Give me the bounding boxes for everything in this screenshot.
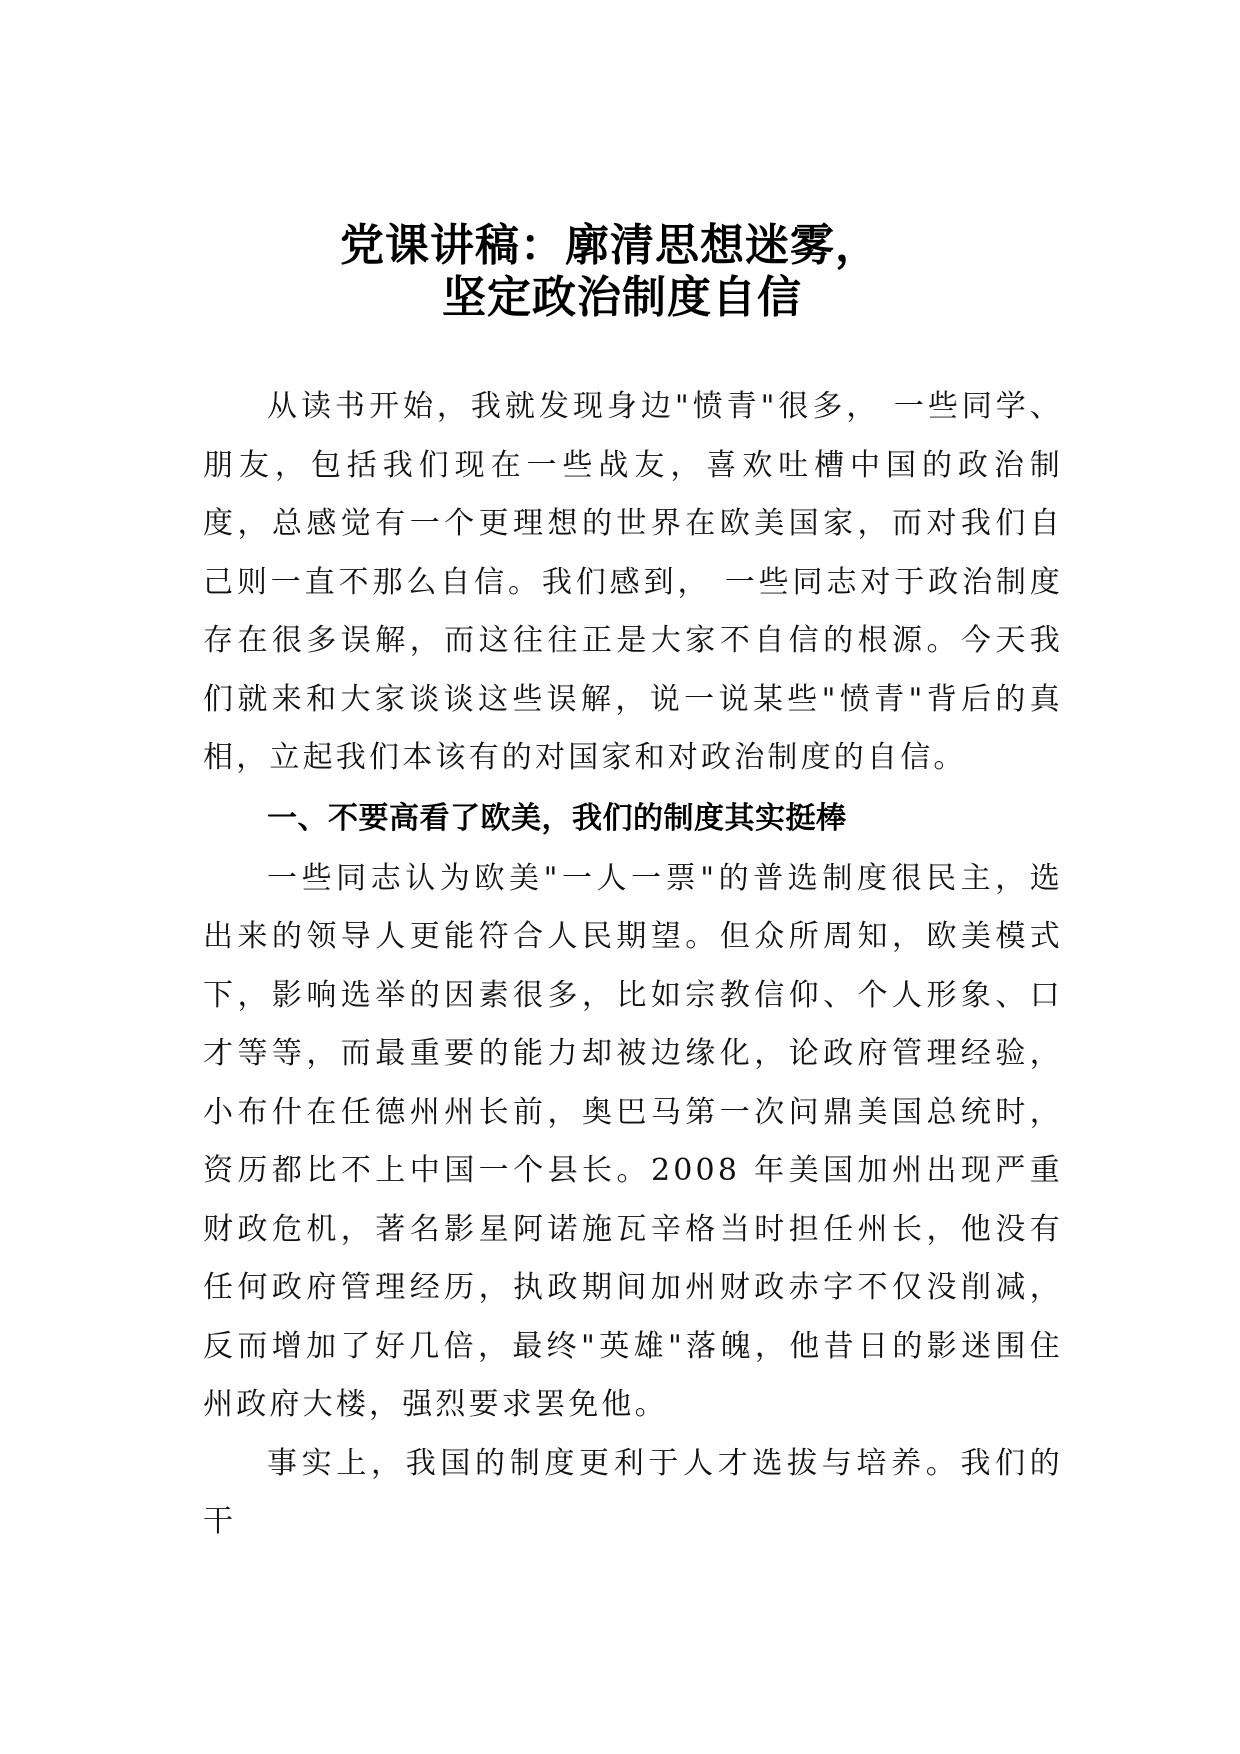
document-title-line-1: 党课讲稿：廓清思想迷雾， (340, 220, 880, 271)
section-1-paragraph-1: 一些同志认为欧美"一人一票"的普选制度很民主，选出来的领导人更能符合人民期望。但众所周知，欧美模式下，影响选举的因素很多，比如宗教信仰、个人形象、口才等等，而最重要的能力却被边缘化，论政府管理经验，小布什在任德州州长前，奥巴马第一次问鼎美国总统时，资历都比不上中国一个县长。2008 年美国加州出现严重财政危机，著名影星阿诺施瓦辛格当时担任州长，他没有任何政府管理经历，执政期间加州财政赤字不仅没削减，反而增加了好几倍，最终"英雄"落魄，他昔日的影迷围住州政府大楼，强烈要求罢免他。 (203, 860, 1063, 1422)
document-body (203, 378, 1063, 1552)
section-1-paragraph-2: 事实上，我国的制度更利于人才选拔与培养。我们的干 (203, 1445, 1063, 1539)
document-title-line-2: 坚定政治制度自信 (442, 272, 802, 323)
section-1-heading: 一、不要高看了欧美，我们的制度其实挺棒 (267, 800, 847, 836)
intro-paragraph: 从读书开始，我就发现身边"愤青"很多， 一些同学、朋友，包括我们现在一些战友，喜欢吐槽中国的政治制度，总感觉有一个更理想的世界在欧美国家，而对我们自己则一直不那么自信。我们感到， 一些同志对于政治制度存在很多误解，而这往往正是大家不自信的根源。今天我们就来和大家谈谈这些误解，说一说某些"愤青"背后的真相，立起我们本该有的对国家和对政治制度的自信。 (203, 389, 1063, 775)
